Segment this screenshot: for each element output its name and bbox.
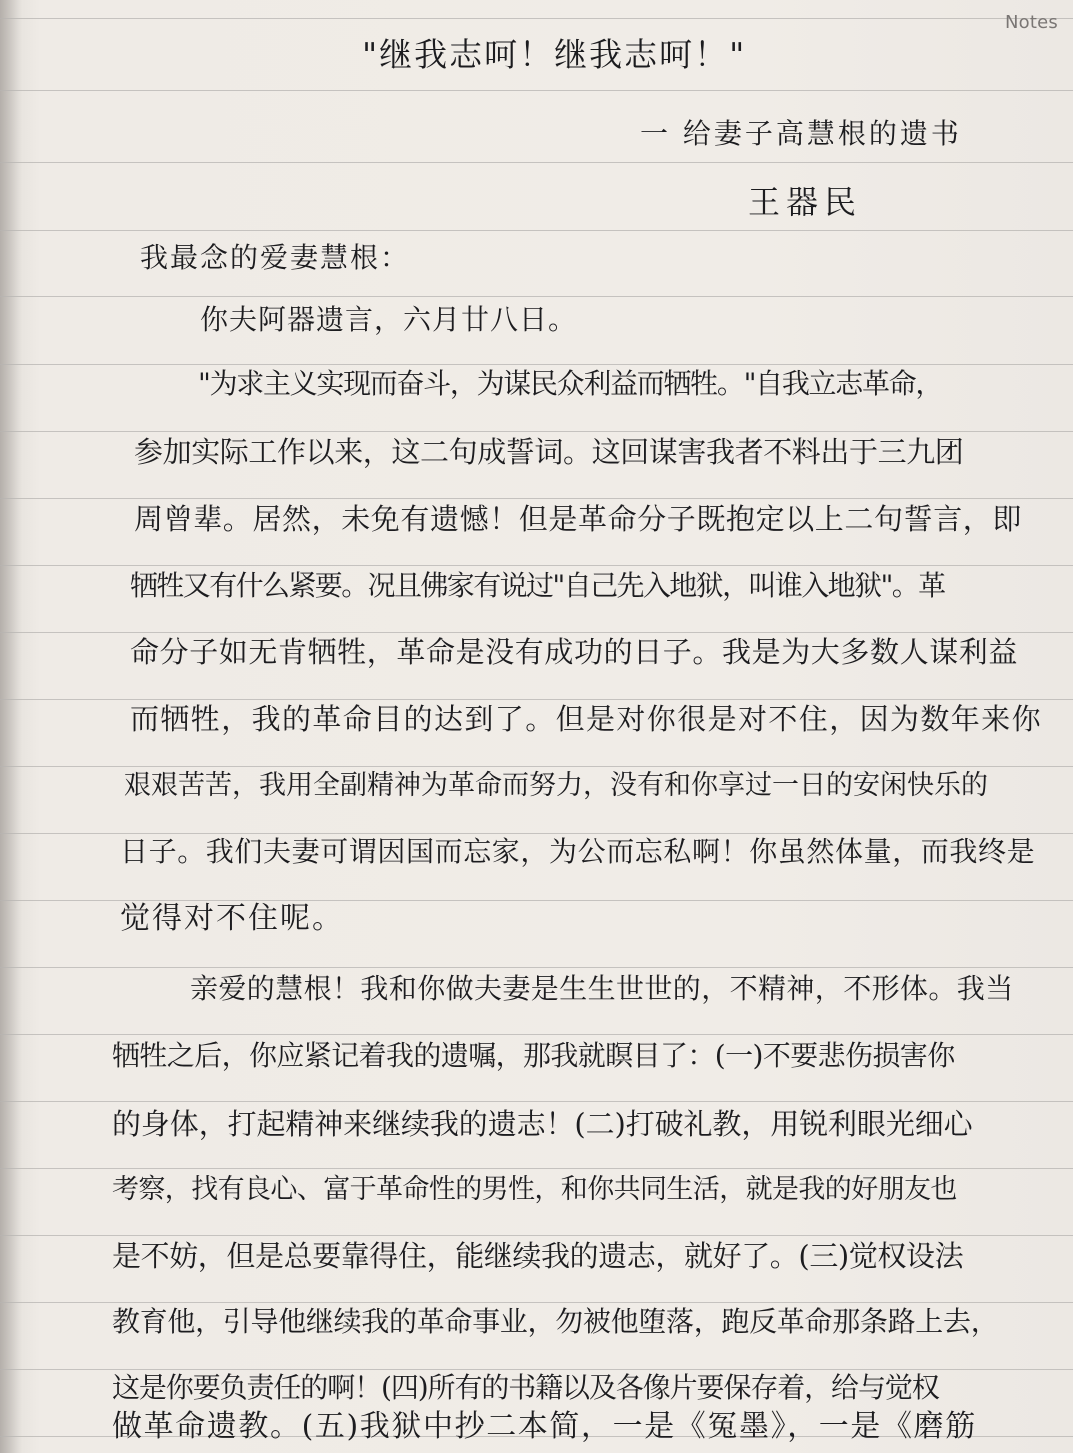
letter-line: 亲爱的慧根！我和你做夫妻是生生世世的，不精神，不形体。我当 bbox=[190, 972, 1014, 1005]
ruled-line bbox=[0, 632, 1073, 633]
letter-line: 参加实际工作以来，这二句成誓词。这回谋害我者不料出于三九团 bbox=[134, 435, 964, 469]
letter-line: 觉得对不住呢。 bbox=[120, 901, 344, 936]
ruled-line bbox=[0, 833, 1073, 834]
letter-salutation: 我最念的爱妻慧根： bbox=[140, 241, 411, 274]
letter-author: 王器民 bbox=[748, 183, 863, 221]
letter-line: 教育他，引导他继续我的革命事业，勿被他堕落，跑反革命那条路上去， bbox=[112, 1305, 999, 1338]
ruled-line bbox=[0, 498, 1073, 499]
ruled-line bbox=[0, 364, 1073, 365]
ruled-line bbox=[0, 90, 1073, 91]
letter-line: 的身体，打起精神来继续我的遗志！(二)打破礼教，用锐利眼光细心 bbox=[112, 1107, 973, 1141]
letter-line: 这是你要负责任的啊！(四)所有的书籍以及各像片要保存着，给与觉权 bbox=[112, 1371, 939, 1404]
letter-line: 周曾辈。居然，未免有遗憾！但是革命分子既抱定以上二句誓言，即 bbox=[134, 502, 1023, 536]
ruled-line bbox=[0, 18, 1073, 19]
letter-title: "继我志呵！继我志呵！" bbox=[362, 35, 747, 74]
ruled-line bbox=[0, 967, 1073, 968]
ruled-line bbox=[0, 1302, 1073, 1303]
ruled-line bbox=[0, 1235, 1073, 1236]
ruled-line bbox=[0, 431, 1073, 432]
letter-line: 考察，找有良心、富于革命性的男性，和你共同生活，就是我的好朋友也 bbox=[112, 1174, 957, 1205]
letter-line: "为求主义实现而奋斗，为谋民众利益而牺牲。"自我立志革命， bbox=[198, 367, 943, 400]
ruled-line bbox=[0, 699, 1073, 700]
ruled-line bbox=[0, 1168, 1073, 1169]
letter-line: 日子。我们夫妻可谓因国而忘家，为公而忘私啊！你虽然体量，而我终是 bbox=[120, 835, 1036, 868]
ruled-line bbox=[0, 1369, 1073, 1370]
letter-line: 是不妨，但是总要靠得住，能继续我的遗志，就好了。(三)觉权设法 bbox=[112, 1239, 964, 1273]
letter-line: 而牺牲，我的革命目的达到了。但是对你很是对不住，因为数年来你 bbox=[130, 702, 1043, 736]
ruled-line bbox=[0, 1034, 1073, 1035]
ruled-line bbox=[0, 162, 1073, 163]
letter-subtitle: 一 给妻子高慧根的遗书 bbox=[640, 117, 962, 150]
ruled-line bbox=[0, 296, 1073, 297]
letter-line: 做革命遗教。(五)我狱中抄二本简，一是《冤墨》，一是《磨筋 bbox=[112, 1409, 977, 1444]
ruled-line bbox=[0, 230, 1073, 231]
letter-line: 命分子如无肯牺牲，革命是没有成功的日子。我是为大多数人谋利益 bbox=[130, 635, 1019, 669]
letter-line: 牺牲之后，你应紧记着我的遗嘱，那我就瞑目了：(一)不要悲伤损害你 bbox=[112, 1039, 955, 1072]
letter-line: 你夫阿器遗言，六月廿八日。 bbox=[200, 303, 578, 336]
letter-line: 艰艰苦苦，我用全副精神为革命而努力，没有和你享过一日的安闲快乐的 bbox=[124, 770, 988, 801]
letter-line: 牺牲又有什么紧要。况且佛家有说过"自己先入地狱，叫谁入地狱"。革 bbox=[130, 569, 945, 602]
notes-header-label: Notes bbox=[1005, 12, 1058, 33]
ruled-line bbox=[0, 1101, 1073, 1102]
ruled-line bbox=[0, 565, 1073, 566]
ruled-line bbox=[0, 766, 1073, 767]
